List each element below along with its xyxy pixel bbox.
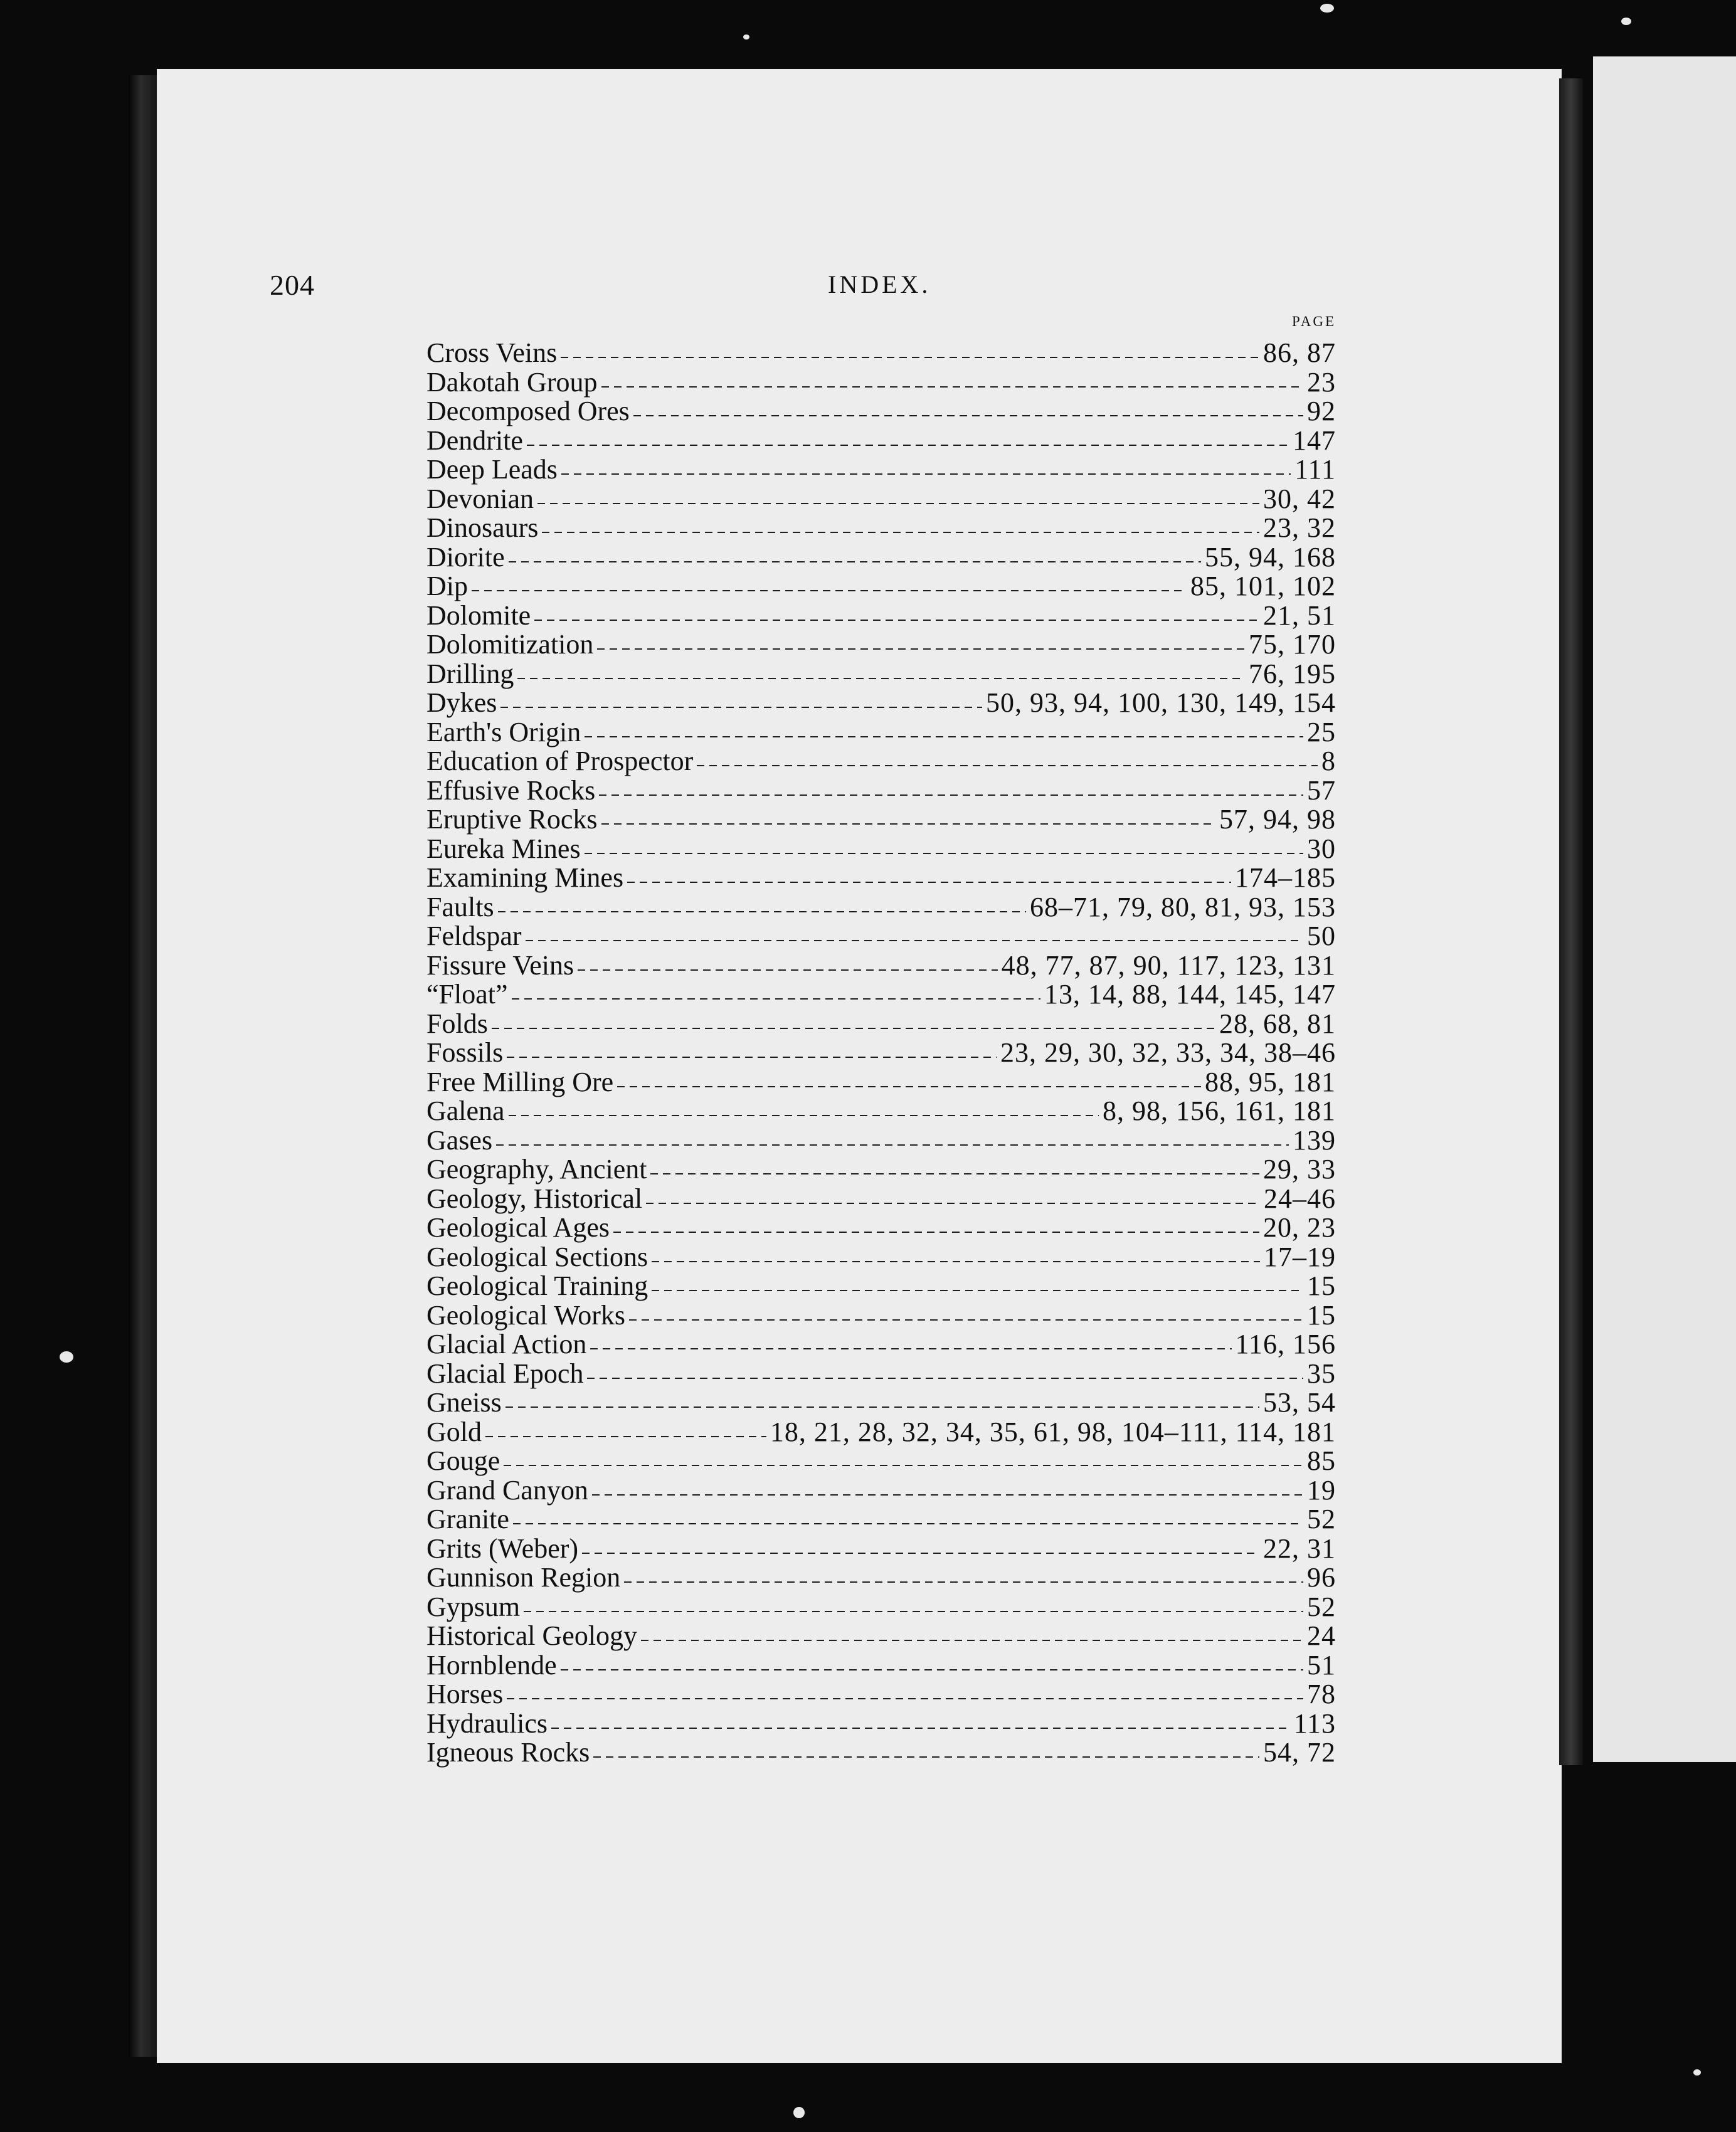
- index-pages: 174–185: [1235, 862, 1336, 893]
- index-pages: 78: [1307, 1679, 1336, 1709]
- index-entry: [426, 922, 1336, 951]
- page-number: 204: [270, 269, 315, 301]
- dot-leader: [633, 415, 1303, 416]
- index-term: Geography, Ancient: [426, 1154, 647, 1185]
- index-term: Geological Works: [426, 1299, 626, 1331]
- index-term: Geological Ages: [426, 1212, 610, 1243]
- dot-leader: [509, 561, 1201, 562]
- index-pages: 8, 98, 156, 161, 181: [1103, 1095, 1336, 1126]
- facing-page-edge: [1593, 56, 1736, 1762]
- index-term: Folds: [426, 1008, 488, 1039]
- index-pages: 24: [1307, 1620, 1336, 1651]
- index-entry: [426, 485, 1336, 514]
- index-term: Devonian: [426, 483, 534, 514]
- index-entry: [426, 630, 1336, 660]
- index-term: Gypsum: [426, 1591, 521, 1622]
- index-entry: [426, 1447, 1336, 1476]
- index-term: Dip: [426, 571, 468, 601]
- dot-leader: [652, 1261, 1260, 1262]
- dot-leader: [507, 1057, 997, 1058]
- book-gutter: [1559, 78, 1583, 1765]
- index-entry: [426, 1330, 1336, 1359]
- index-pages: 53, 54: [1263, 1387, 1336, 1418]
- dot-leader: [551, 1728, 1290, 1729]
- index-entry: [426, 1068, 1336, 1097]
- dot-leader: [641, 1640, 1303, 1641]
- dot-leader: [526, 940, 1303, 941]
- index-entry: [426, 1593, 1336, 1622]
- index-entry: [426, 1272, 1336, 1301]
- index-term: Gold: [426, 1416, 482, 1447]
- index-entry: [426, 1126, 1336, 1156]
- index-term: Grits (Weber): [426, 1533, 579, 1564]
- index-pages: 30: [1307, 833, 1336, 864]
- index-pages: 55, 94, 168: [1205, 541, 1336, 573]
- index-term: Faults: [426, 891, 494, 922]
- index-term: Diorite: [426, 541, 505, 573]
- index-entry: [426, 426, 1336, 456]
- index-pages: 85, 101, 102: [1190, 571, 1336, 601]
- index-entry: [426, 572, 1336, 601]
- index-term: Drilling: [426, 658, 514, 689]
- dot-leader: [613, 1232, 1259, 1233]
- dot-leader: [627, 882, 1231, 883]
- index-entry: [426, 514, 1336, 543]
- index-term: Grand Canyon: [426, 1474, 588, 1506]
- index-entry: [426, 1622, 1336, 1651]
- dot-leader: [587, 1378, 1303, 1379]
- dot-leader: [652, 1290, 1303, 1291]
- dot-leader: [537, 503, 1259, 504]
- index-term: Galena: [426, 1095, 505, 1126]
- running-head: INDEX.: [828, 270, 931, 298]
- index-term: Fossils: [426, 1037, 504, 1068]
- index-entry: [426, 1709, 1336, 1739]
- index-entry: [426, 1651, 1336, 1681]
- scan-speck: [1621, 18, 1631, 25]
- dot-leader: [593, 1756, 1259, 1758]
- index-pages: 51: [1307, 1649, 1336, 1681]
- index-term: Historical Geology: [426, 1620, 638, 1651]
- index-term: Gneiss: [426, 1387, 502, 1418]
- index-entry: [426, 747, 1336, 776]
- dot-leader: [517, 678, 1245, 679]
- dot-leader: [650, 1173, 1259, 1174]
- dot-leader: [492, 1028, 1215, 1029]
- dot-leader: [509, 1115, 1099, 1116]
- index-entry: [426, 689, 1336, 718]
- index-term: Hornblende: [426, 1649, 557, 1681]
- dot-leader: [578, 969, 998, 971]
- index-entry: [426, 1155, 1336, 1185]
- index-pages: 52: [1307, 1591, 1336, 1622]
- dot-leader: [534, 620, 1259, 621]
- dot-leader: [498, 911, 1026, 912]
- dot-leader: [585, 736, 1303, 737]
- index-pages: 28, 68, 81: [1219, 1008, 1336, 1039]
- index-pages: 25: [1307, 716, 1336, 747]
- dot-leader: [629, 1319, 1303, 1321]
- index-pages: 57, 94, 98: [1219, 804, 1336, 835]
- index-term: Glacial Epoch: [426, 1358, 584, 1389]
- index-term: Earth's Origin: [426, 716, 581, 747]
- index-pages: 111: [1294, 454, 1336, 485]
- dot-leader: [505, 1406, 1259, 1408]
- scan-speck: [743, 34, 749, 40]
- index-pages: 85: [1307, 1445, 1336, 1476]
- index-pages: 57: [1307, 774, 1336, 806]
- index-pages: 23, 32: [1263, 512, 1336, 543]
- index-term: Dolomitization: [426, 629, 594, 660]
- index-term: Gouge: [426, 1445, 500, 1476]
- index-entry: [426, 951, 1336, 981]
- index-term: “Float”: [426, 979, 508, 1010]
- index-pages: 68–71, 79, 80, 81, 93, 153: [1030, 891, 1336, 922]
- dot-leader: [561, 357, 1259, 358]
- index-term: Eureka Mines: [426, 833, 581, 864]
- dot-leader: [592, 1494, 1303, 1496]
- index-pages: 17–19: [1264, 1241, 1336, 1272]
- index-pages: 15: [1307, 1270, 1336, 1301]
- index-pages: 23: [1307, 366, 1336, 398]
- scan-speck: [793, 2107, 805, 2118]
- index-entry: [426, 718, 1336, 747]
- index-term: Examining Mines: [426, 862, 624, 893]
- index-pages: 21, 51: [1263, 599, 1336, 631]
- index-pages: 139: [1293, 1124, 1336, 1156]
- dot-leader: [697, 765, 1318, 766]
- index-term: Geological Training: [426, 1270, 648, 1301]
- dot-leader: [646, 1203, 1260, 1204]
- index-entry: [426, 835, 1336, 864]
- index-pages: 48, 77, 87, 90, 117, 123, 131: [1001, 949, 1336, 981]
- index-entry: [426, 1563, 1336, 1593]
- dot-leader: [500, 707, 982, 708]
- index-term: Dykes: [426, 687, 497, 718]
- index-entry: [426, 368, 1336, 398]
- index-pages: 147: [1293, 425, 1336, 456]
- index-pages: 22, 31: [1263, 1533, 1336, 1564]
- index-term: Glacial Action: [426, 1329, 587, 1359]
- index-term: Education of Prospector: [426, 746, 694, 776]
- index-term: Decomposed Ores: [426, 396, 630, 426]
- index-pages: 24–46: [1264, 1183, 1336, 1214]
- index-entry: [426, 1301, 1336, 1331]
- scan-speck: [60, 1351, 73, 1363]
- index-pages: 76, 195: [1249, 658, 1336, 689]
- index-term: Hydraulics: [426, 1707, 548, 1739]
- index-list: [426, 339, 1336, 1768]
- index-pages: 116, 156: [1235, 1329, 1336, 1359]
- index-entry: [426, 805, 1336, 835]
- dot-leader: [513, 1523, 1303, 1524]
- dot-leader: [590, 1348, 1231, 1349]
- index-entry: [426, 1738, 1336, 1768]
- index-entry: [426, 1505, 1336, 1534]
- index-pages: 113: [1293, 1707, 1336, 1739]
- dot-leader: [617, 1086, 1201, 1087]
- index-entry: [426, 660, 1336, 689]
- index-pages: 35: [1307, 1358, 1336, 1389]
- index-pages: 50, 93, 94, 100, 130, 149, 154: [986, 687, 1336, 718]
- index-term: Gunnison Region: [426, 1562, 621, 1593]
- index-term: Effusive Rocks: [426, 774, 596, 806]
- index-pages: 18, 21, 28, 32, 34, 35, 61, 98, 104–111, 114, 181: [770, 1416, 1336, 1447]
- index-pages: 86, 87: [1263, 337, 1336, 368]
- dot-leader: [561, 473, 1291, 475]
- index-term: Dolomite: [426, 599, 531, 631]
- scan-speck: [1320, 4, 1334, 13]
- index-term: Cross Veins: [426, 337, 558, 368]
- index-entry: [426, 1680, 1336, 1709]
- dot-leader: [512, 998, 1040, 1000]
- dot-leader: [597, 648, 1245, 650]
- index-entry: [426, 863, 1336, 893]
- dot-leader: [507, 1698, 1303, 1699]
- index-term: Deep Leads: [426, 454, 558, 485]
- dot-leader: [485, 1436, 766, 1437]
- index-pages: 30, 42: [1263, 483, 1336, 514]
- index-entry: [426, 893, 1336, 922]
- index-pages: 19: [1307, 1474, 1336, 1506]
- index-term: Geological Sections: [426, 1241, 648, 1272]
- dot-leader: [524, 1611, 1303, 1612]
- index-pages: 52: [1307, 1504, 1336, 1534]
- dot-leader: [624, 1581, 1303, 1583]
- dot-leader: [527, 445, 1289, 446]
- dot-leader: [561, 1669, 1303, 1670]
- index-pages: 75, 170: [1249, 629, 1336, 660]
- index-entry: [426, 1097, 1336, 1126]
- dot-leader: [601, 386, 1304, 388]
- index-pages: 92: [1307, 396, 1336, 426]
- index-term: Geology, Historical: [426, 1183, 643, 1214]
- page-column-heading: PAGE: [1292, 314, 1336, 329]
- index-entry: [426, 1243, 1336, 1272]
- index-entry: [426, 1476, 1336, 1506]
- dot-leader: [582, 1553, 1259, 1554]
- index-pages: 54, 72: [1263, 1737, 1336, 1768]
- dot-leader: [585, 853, 1303, 854]
- index-term: Dakotah Group: [426, 366, 598, 398]
- dot-leader: [599, 794, 1303, 796]
- index-term: Igneous Rocks: [426, 1737, 590, 1768]
- index-entry: [426, 339, 1336, 368]
- index-pages: 23, 29, 30, 32, 33, 34, 38–46: [1000, 1037, 1336, 1068]
- index-entry: [426, 1388, 1336, 1418]
- index-entry: [426, 397, 1336, 426]
- index-entry: [426, 1534, 1336, 1564]
- index-pages: 50: [1307, 921, 1336, 951]
- index-entry: [426, 1010, 1336, 1039]
- index-pages: 8: [1321, 746, 1336, 776]
- index-entry: [426, 980, 1336, 1010]
- index-entry: [426, 543, 1336, 573]
- index-term: Granite: [426, 1504, 509, 1534]
- index-entry: [426, 455, 1336, 485]
- index-term: Eruptive Rocks: [426, 804, 598, 835]
- index-pages: 20, 23: [1263, 1212, 1336, 1243]
- index-term: Feldspar: [426, 921, 522, 951]
- dot-leader: [542, 532, 1259, 533]
- index-pages: 96: [1307, 1562, 1336, 1593]
- dot-leader: [504, 1465, 1303, 1466]
- index-pages: 13, 14, 88, 144, 145, 147: [1044, 979, 1336, 1010]
- index-entry: [426, 1359, 1336, 1389]
- index-entry: [426, 1038, 1336, 1068]
- index-entry: [426, 776, 1336, 806]
- index-term: Horses: [426, 1679, 504, 1709]
- index-entry: [426, 601, 1336, 631]
- scan-speck: [1693, 2069, 1701, 2076]
- index-pages: 15: [1307, 1299, 1336, 1331]
- dot-leader: [496, 1144, 1289, 1146]
- index-entry: [426, 1418, 1336, 1447]
- book-spine-left: [129, 75, 159, 2057]
- index-term: Fissure Veins: [426, 949, 574, 981]
- index-term: Gases: [426, 1124, 493, 1156]
- index-term: Dinosaurs: [426, 512, 539, 543]
- index-term: Dendrite: [426, 425, 523, 456]
- index-entry: [426, 1213, 1336, 1243]
- dot-leader: [472, 590, 1187, 591]
- index-entry: [426, 1185, 1336, 1214]
- index-term: Free Milling Ore: [426, 1066, 614, 1097]
- dot-leader: [601, 823, 1215, 825]
- index-pages: 29, 33: [1263, 1154, 1336, 1185]
- index-pages: 88, 95, 181: [1205, 1066, 1336, 1097]
